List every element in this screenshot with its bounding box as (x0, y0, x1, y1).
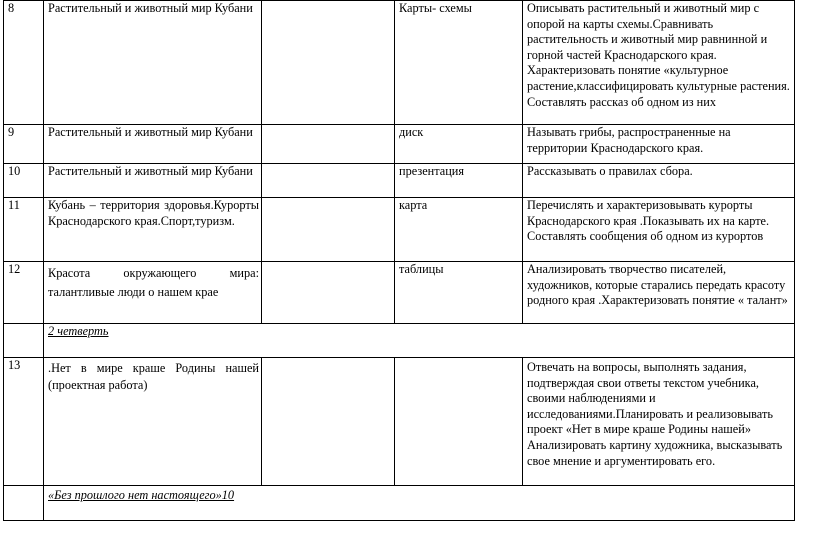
lesson-resource: презентация (395, 164, 523, 198)
section-row (4, 324, 795, 358)
lesson-topic: .Нет в мире краше Родины нашей (проектная работа) (44, 358, 262, 486)
lesson-plan-table (3, 0, 795, 521)
lesson-topic: Растительный и животный мир Кубани (44, 164, 262, 198)
empty-cell (262, 262, 395, 324)
lesson-activity (523, 198, 795, 262)
lesson-number: 10 (4, 164, 44, 198)
lesson-number: 12 (4, 262, 44, 324)
lesson-resource (395, 358, 523, 486)
section-row (4, 486, 795, 521)
lesson-activity: Рассказывать о правилах сбора. (523, 164, 795, 198)
lesson-number: 11 (4, 198, 44, 262)
empty-cell (262, 164, 395, 198)
lesson-resource: Карты- схемы (395, 1, 523, 125)
section-heading: «Без прошлого нет настоящего»10 (44, 486, 795, 521)
lesson-number: 13 (4, 358, 44, 486)
table-row (4, 358, 795, 486)
lesson-activity: Анализировать творчество писателей, художников, которые старались передать красоту родного края .Характеризовать понятие « талант» (523, 262, 795, 324)
lesson-activity: Описывать растительный и животный мир с опорой на карты схемы.Сравнивать растительность и животный мир равнинной и горной частей Краснодарского края. Характеризовать понятие «культурное растение,классифицировать культурные растения. Составлять рассказ об одном из них (523, 1, 795, 125)
table-row (4, 262, 795, 324)
table-row (4, 1, 795, 125)
empty-cell (4, 486, 44, 521)
lesson-resource: таблицы (395, 262, 523, 324)
table-row (4, 125, 795, 164)
lesson-topic: Кубань – территория здоровья.Курорты Краснодарского края.Спорт,туризм. (44, 198, 262, 262)
lesson-topic: Красота окружающего мира: талантливые люди о нашем крае (44, 262, 262, 324)
empty-cell (4, 324, 44, 358)
activity-line: Составлять сообщения об одном из курортов (527, 229, 764, 244)
lesson-activity: Называть грибы, распространенные на территории Краснодарского края. (523, 125, 795, 164)
lesson-topic: Растительный и животный мир Кубани (44, 125, 262, 164)
empty-cell (262, 358, 395, 486)
lesson-resource: диск (395, 125, 523, 164)
table-row (4, 198, 795, 262)
lesson-activity: Отвечать на вопросы, выполнять задания, подтверждая свои ответы текстом учебника, своими наблюдениями и исследованиями.Планировать и реализовывать проект «Нет в мире краше Родины нашей» Анализировать картину художника, высказывать свое мнение и аргументировать его. (523, 358, 795, 486)
empty-cell (262, 1, 395, 125)
table-row (4, 164, 795, 198)
lesson-number: 8 (4, 1, 44, 125)
lesson-topic: Растительный и животный мир Кубани (44, 1, 262, 125)
lesson-number: 9 (4, 125, 44, 164)
activity-line: Перечислять и характеризовывать курорты Краснодарского края .Показывать их на карте. (527, 198, 770, 228)
lesson-resource: карта (395, 198, 523, 262)
empty-cell (262, 198, 395, 262)
empty-cell (262, 125, 395, 164)
section-heading: 2 четверть (44, 324, 795, 358)
